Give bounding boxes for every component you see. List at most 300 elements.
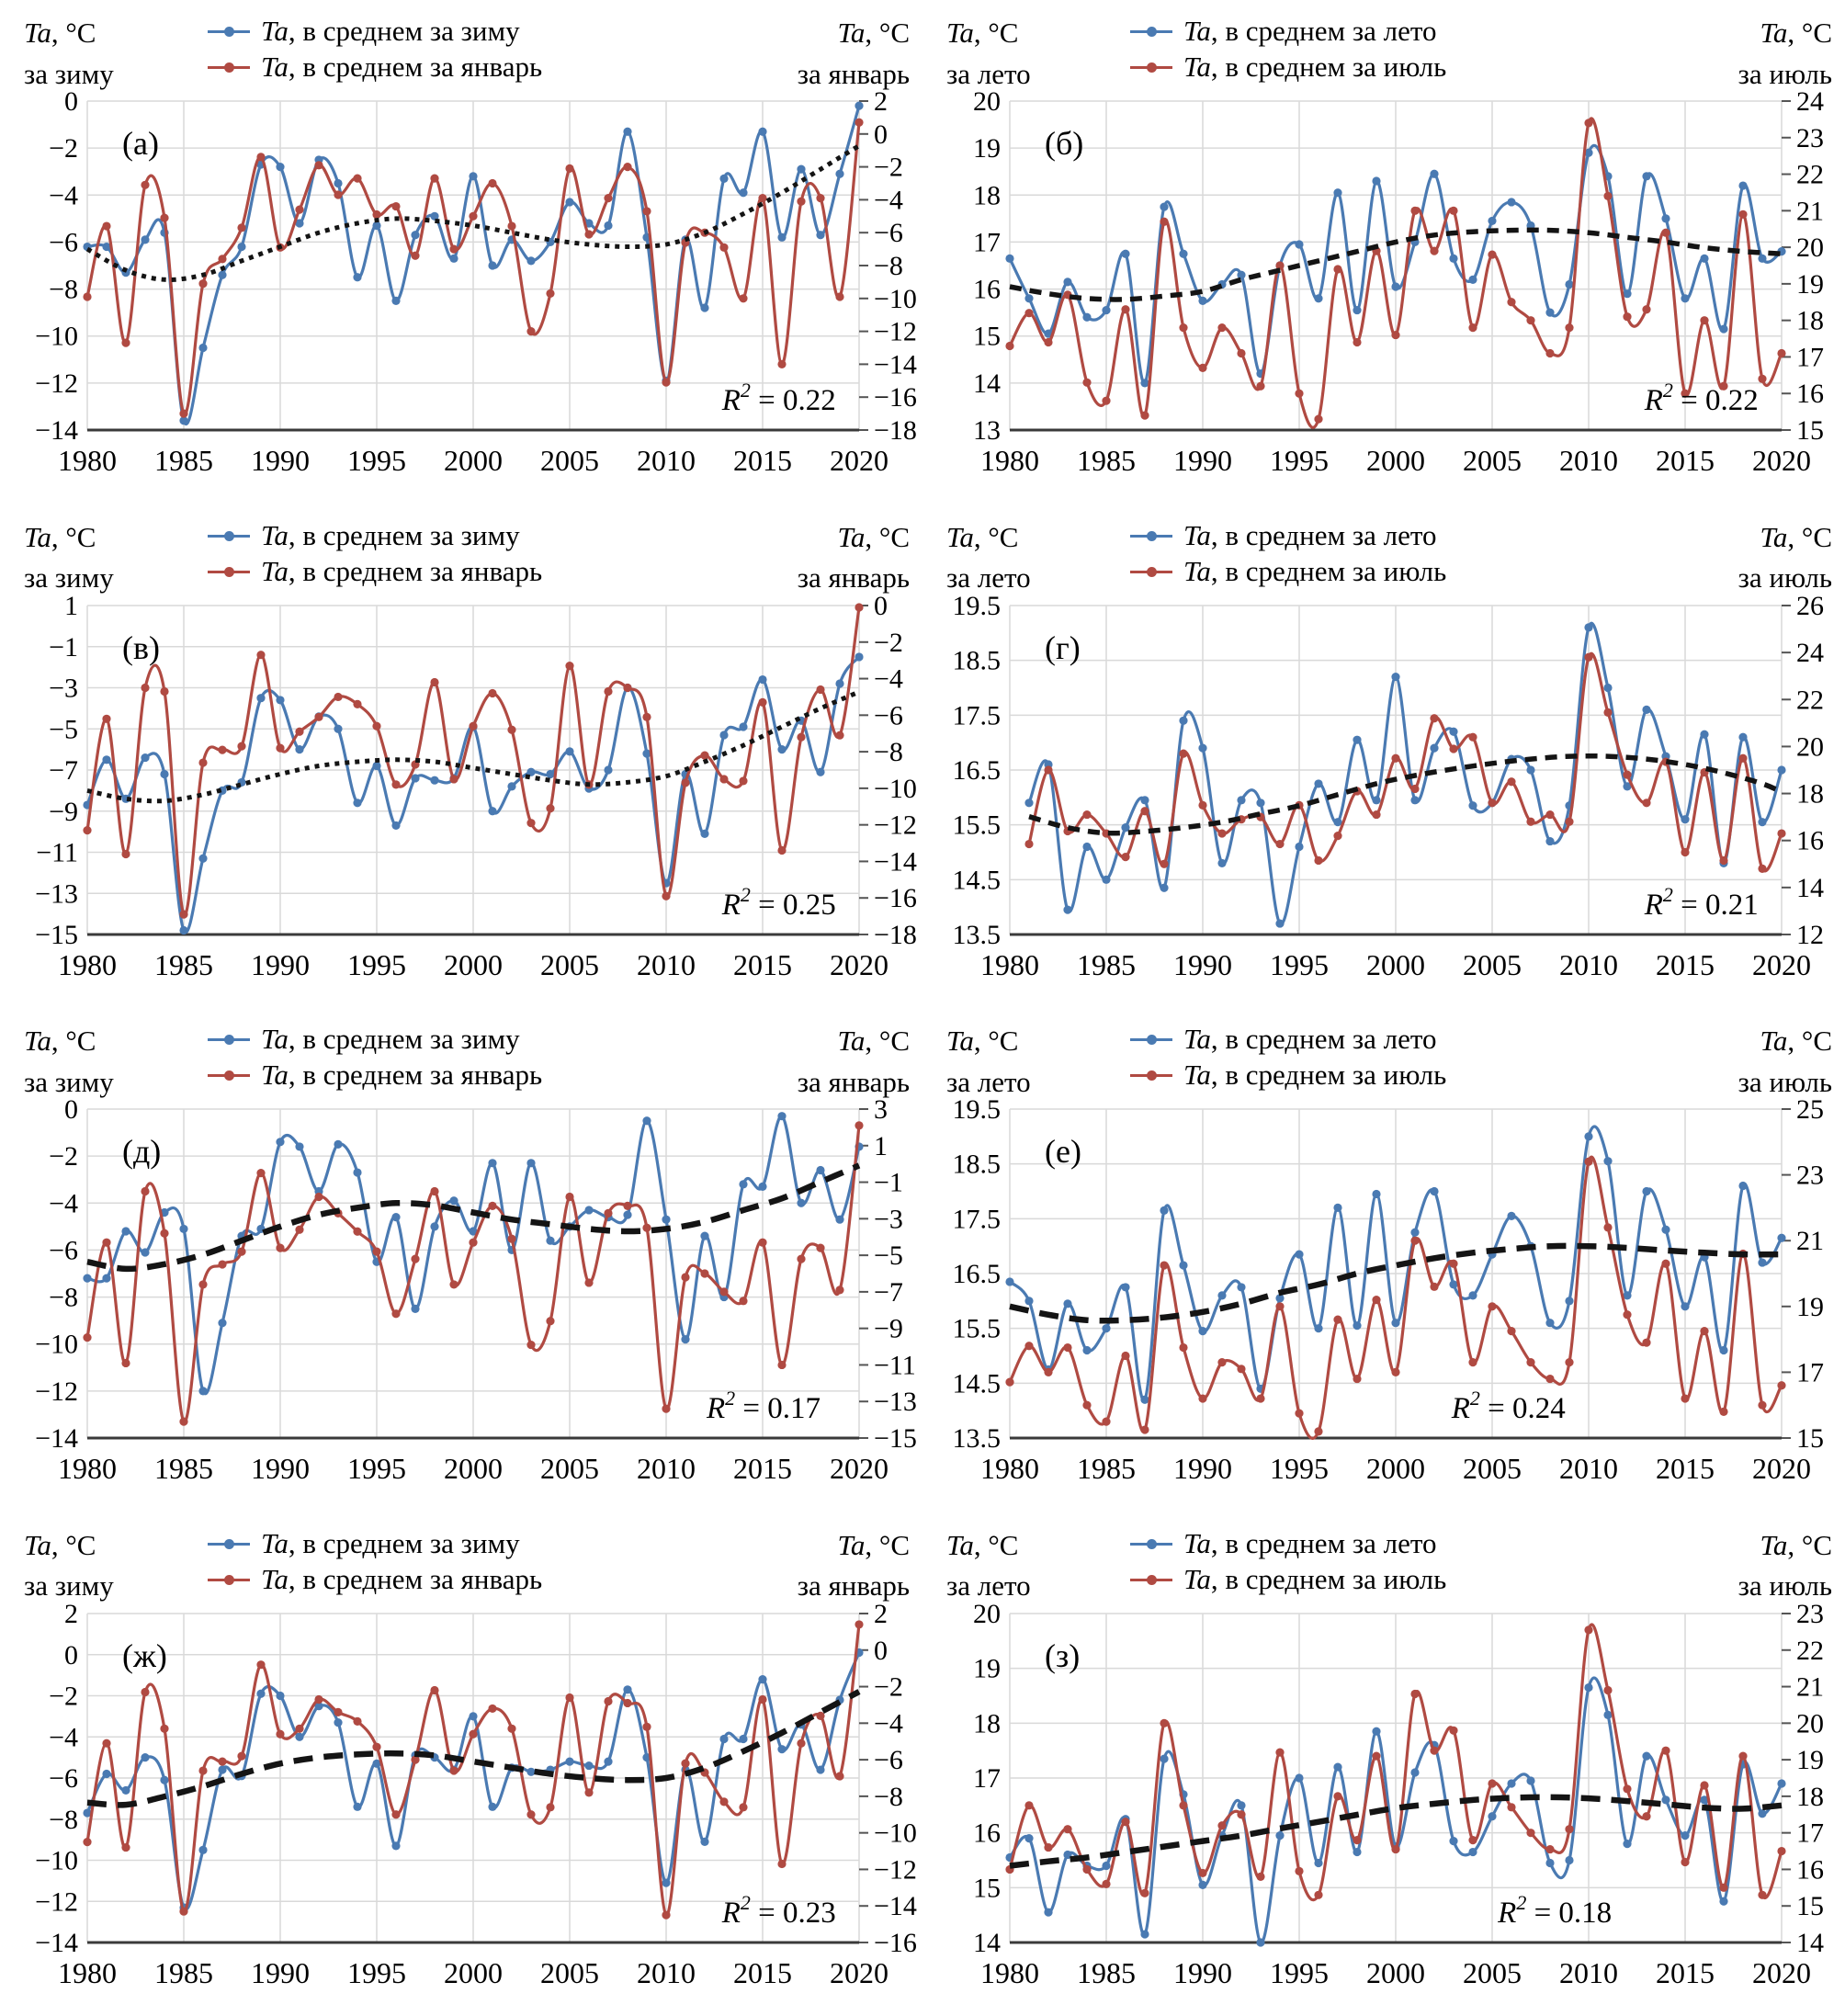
svg-text:−14: −14 [874, 1890, 917, 1921]
svg-text:1985: 1985 [1077, 947, 1136, 981]
svg-text:−2: −2 [874, 1671, 903, 1703]
svg-text:2015: 2015 [733, 1452, 792, 1485]
svg-text:−14: −14 [35, 1927, 78, 1958]
svg-text:22: 22 [1796, 684, 1824, 715]
svg-text:0: 0 [874, 595, 888, 621]
svg-text:−14: −14 [874, 845, 917, 877]
svg-text:2020: 2020 [1752, 947, 1811, 981]
panel-header [922, 0, 1845, 92]
svg-text:20: 20 [1796, 1707, 1824, 1739]
panel-letter: (д) [122, 1133, 162, 1170]
right-axis-ticks [859, 1109, 868, 1438]
right-axis-unit: , °C [865, 17, 910, 49]
plot-area [0, 1604, 922, 2012]
svg-text:2005: 2005 [540, 947, 599, 981]
left-axis-labels [35, 1604, 78, 1958]
svg-text:−4: −4 [874, 1707, 903, 1739]
svg-text:1980: 1980 [980, 1955, 1039, 1989]
legend-item-red-series [1130, 555, 1446, 588]
r-squared-label: $R^2 = 0.23$ [721, 1890, 836, 1930]
x-axis-labels [980, 444, 1811, 477]
red-line-marker-icon [208, 62, 250, 73]
svg-text:1995: 1995 [347, 1452, 406, 1485]
svg-text:1985: 1985 [154, 1452, 213, 1485]
svg-text:2000: 2000 [1366, 444, 1425, 477]
svg-text:21: 21 [1796, 1226, 1824, 1257]
right-axis-symbol: Ta [837, 17, 866, 49]
left-axis-subtitle: за лето [946, 1569, 1031, 1603]
svg-text:0: 0 [874, 1635, 888, 1666]
r-squared-label: $R^2 = 0.18$ [1498, 1890, 1613, 1930]
right-axis-labels [1796, 92, 1824, 446]
blue-line-marker-icon [1130, 26, 1172, 37]
svg-text:2000: 2000 [444, 1452, 503, 1485]
legend-red-symbol: Ta [1183, 554, 1211, 587]
legend-blue-label: , в среднем за лето [1210, 15, 1437, 47]
r-squared-label: $R^2 = 0.25$ [721, 882, 836, 922]
legend-item-blue-series [1130, 1023, 1446, 1056]
plot-area [922, 1100, 1845, 1508]
legend-red-label: , в среднем за июль [1210, 51, 1447, 83]
svg-text:2005: 2005 [1463, 444, 1522, 477]
svg-text:2000: 2000 [1366, 1452, 1425, 1485]
left-axis-subtitle: за лето [946, 57, 1031, 90]
left-axis-labels [953, 596, 1002, 950]
svg-text:2015: 2015 [1656, 444, 1715, 477]
svg-text:−1: −1 [49, 631, 78, 663]
left-axis-symbol: Ta [946, 1025, 974, 1057]
x-axis-labels [980, 1452, 1811, 1485]
panel-letter: (з) [1045, 1637, 1081, 1674]
legend-item-blue-series [1130, 1527, 1446, 1560]
chart-panel [922, 1512, 1845, 2016]
legend-item-blue-series [1130, 519, 1446, 552]
svg-text:2: 2 [64, 1603, 78, 1629]
right-axis-unit: , °C [865, 1025, 910, 1057]
right-axis-ticks [1782, 101, 1791, 430]
svg-text:−13: −13 [35, 878, 78, 909]
svg-text:−14: −14 [35, 1423, 78, 1454]
svg-text:1990: 1990 [251, 947, 310, 981]
svg-text:−13: −13 [874, 1387, 917, 1418]
x-axis-labels [58, 1956, 889, 1989]
right-axis-symbol: Ta [1760, 520, 1788, 553]
legend-item-blue-series [208, 1023, 542, 1056]
right-axis-labels [1796, 596, 1824, 950]
svg-text:1995: 1995 [347, 444, 406, 477]
svg-text:1990: 1990 [1173, 947, 1232, 981]
right-axis-unit: , °C [1787, 17, 1832, 49]
blue-line-marker-icon [208, 1034, 250, 1045]
plot-area [0, 1100, 922, 1508]
blue-line-marker-icon [208, 26, 250, 37]
r-squared-label: $R^2 = 0.17$ [706, 1387, 821, 1425]
red-line-marker-icon [1130, 566, 1172, 577]
svg-text:2005: 2005 [540, 444, 599, 477]
svg-text:−12: −12 [35, 1376, 78, 1407]
svg-text:1990: 1990 [1173, 1955, 1232, 1989]
x-axis-labels [980, 1956, 1811, 1989]
left-axis-unit: , °C [973, 1025, 1019, 1057]
svg-text:−8: −8 [874, 736, 903, 767]
svg-text:−10: −10 [35, 1329, 78, 1360]
svg-text:2015: 2015 [1656, 947, 1715, 981]
left-axis-symbol: Ta [24, 17, 51, 49]
right-axis-labels [874, 1100, 917, 1454]
svg-text:−6: −6 [874, 218, 903, 249]
svg-text:26: 26 [1796, 595, 1824, 621]
svg-text:−7: −7 [49, 754, 78, 786]
svg-text:15: 15 [1796, 1890, 1824, 1921]
svg-text:1995: 1995 [1270, 444, 1329, 477]
svg-text:1: 1 [874, 1130, 888, 1161]
svg-text:15: 15 [1796, 1423, 1824, 1454]
svg-text:−11: −11 [874, 1350, 916, 1381]
svg-text:19: 19 [1796, 1291, 1824, 1322]
svg-text:2015: 2015 [733, 1955, 792, 1989]
legend-item-red-series [208, 555, 542, 588]
legend-blue-label: , в среднем за зиму [288, 518, 520, 551]
right-axis-subtitle: за июль [1737, 561, 1832, 595]
right-axis-symbol: Ta [1760, 1528, 1788, 1561]
panel-letter: (б) [1045, 125, 1084, 162]
svg-text:1990: 1990 [251, 1452, 310, 1485]
red-line-marker-icon [208, 566, 250, 577]
svg-text:1980: 1980 [980, 1452, 1039, 1485]
svg-text:2020: 2020 [1752, 1452, 1811, 1485]
right-axis-subtitle: за январь [797, 1065, 910, 1098]
left-axis-symbol: Ta [946, 17, 974, 49]
x-axis-labels [58, 1452, 889, 1485]
svg-text:−2: −2 [49, 133, 78, 164]
left-axis-title [24, 1525, 208, 1608]
svg-text:19.5: 19.5 [952, 1100, 1001, 1125]
legend-red-label: , в среднем за июль [1210, 1059, 1447, 1091]
legend-item-blue-series [208, 1527, 542, 1560]
legend-item-blue-series [1130, 15, 1446, 48]
legend [208, 13, 542, 96]
right-axis-title [689, 13, 919, 96]
svg-text:2000: 2000 [444, 1955, 503, 1989]
svg-text:16: 16 [1796, 825, 1824, 856]
legend-blue-label: , в среднем за зиму [288, 15, 520, 47]
svg-text:−10: −10 [874, 283, 917, 314]
svg-text:2005: 2005 [540, 1955, 599, 1989]
blue-line-marker-icon [1130, 1034, 1172, 1045]
svg-text:−15: −15 [35, 919, 78, 950]
legend-item-red-series [208, 51, 542, 84]
svg-text:2010: 2010 [637, 444, 696, 477]
svg-text:1980: 1980 [58, 444, 117, 477]
blue-line-marker-icon [1130, 530, 1172, 541]
svg-text:2000: 2000 [1366, 947, 1425, 981]
left-axis-labels [973, 1604, 1001, 1958]
left-axis-unit: , °C [51, 17, 96, 49]
x-axis-labels [58, 444, 889, 477]
svg-text:−4: −4 [49, 1188, 78, 1219]
svg-text:2010: 2010 [637, 1955, 696, 1989]
svg-text:2015: 2015 [733, 444, 792, 477]
svg-text:2: 2 [874, 1603, 888, 1629]
svg-text:−14: −14 [35, 415, 78, 446]
right-axis-subtitle: за июль [1737, 57, 1832, 90]
right-axis-symbol: Ta [1760, 1025, 1788, 1057]
legend-red-label: , в среднем за июль [1210, 1562, 1447, 1595]
svg-text:−18: −18 [874, 415, 917, 446]
legend-red-label: , в среднем за январь [288, 51, 543, 83]
plot-area [0, 596, 922, 1004]
svg-text:−6: −6 [49, 1762, 78, 1794]
right-axis-subtitle: за июль [1737, 1569, 1832, 1603]
right-axis-ticks [859, 1614, 868, 1942]
chart-panel [0, 0, 922, 504]
svg-text:2010: 2010 [1559, 947, 1618, 981]
svg-text:24: 24 [1796, 92, 1824, 117]
svg-text:16: 16 [1796, 1853, 1824, 1885]
svg-text:12: 12 [1796, 919, 1824, 950]
svg-text:−16: −16 [874, 1927, 917, 1958]
legend-blue-symbol: Ta [261, 1526, 289, 1559]
svg-text:−4: −4 [49, 180, 78, 211]
panel-letter: (г) [1045, 629, 1081, 666]
right-axis-title [689, 1021, 919, 1104]
legend [1130, 13, 1446, 96]
red-line-marker-icon [1130, 1070, 1172, 1081]
left-axis-symbol: Ta [946, 1528, 974, 1561]
svg-text:18.5: 18.5 [952, 645, 1001, 676]
svg-text:1985: 1985 [154, 444, 213, 477]
left-axis-subtitle: за зиму [24, 57, 114, 90]
right-axis-ticks [859, 101, 868, 430]
svg-text:24: 24 [1796, 637, 1824, 668]
svg-text:2020: 2020 [1752, 1955, 1811, 1989]
svg-text:−8: −8 [874, 251, 903, 281]
chart-panel [0, 504, 922, 1009]
svg-text:16: 16 [1796, 379, 1824, 410]
svg-text:−6: −6 [49, 1235, 78, 1266]
left-axis-symbol: Ta [24, 1528, 51, 1561]
right-axis-subtitle: за январь [797, 561, 910, 595]
left-axis-title [946, 517, 1130, 600]
legend-item-blue-series [208, 519, 542, 552]
right-axis-labels [874, 1604, 917, 1958]
svg-text:17: 17 [1796, 342, 1824, 373]
left-axis-title [24, 1021, 208, 1104]
legend-blue-label: , в среднем за лето [1210, 518, 1437, 551]
svg-text:−10: −10 [874, 773, 917, 804]
svg-text:−10: −10 [35, 1845, 78, 1875]
svg-text:1990: 1990 [251, 444, 310, 477]
legend [208, 517, 542, 600]
legend-red-symbol: Ta [261, 554, 289, 587]
left-axis-subtitle: за зиму [24, 1065, 114, 1098]
svg-text:20: 20 [973, 1603, 1001, 1629]
svg-text:18: 18 [1796, 1781, 1824, 1812]
panel-letter: (е) [1045, 1133, 1081, 1170]
legend [208, 1021, 542, 1104]
svg-text:23: 23 [1796, 1603, 1824, 1629]
left-axis-unit: , °C [51, 1528, 96, 1561]
svg-text:−9: −9 [49, 796, 78, 827]
svg-text:−12: −12 [874, 316, 917, 347]
svg-text:18: 18 [1796, 778, 1824, 810]
svg-text:−2: −2 [874, 627, 903, 658]
svg-text:−18: −18 [874, 919, 917, 950]
panel-header [0, 1008, 922, 1100]
blue-line-marker-icon [208, 530, 250, 541]
legend-blue-symbol: Ta [261, 1023, 289, 1055]
legend [1130, 517, 1446, 600]
panel-header [922, 1008, 1845, 1100]
svg-text:1990: 1990 [1173, 1452, 1232, 1485]
svg-text:2000: 2000 [444, 444, 503, 477]
right-axis-unit: , °C [1787, 520, 1832, 553]
svg-text:21: 21 [1796, 1671, 1824, 1703]
legend-item-red-series [1130, 1059, 1446, 1092]
svg-text:0: 0 [874, 119, 888, 150]
svg-text:14.5: 14.5 [952, 1368, 1001, 1399]
svg-text:−2: −2 [874, 152, 903, 183]
svg-text:17: 17 [973, 1762, 1001, 1794]
svg-text:−3: −3 [874, 1204, 903, 1235]
svg-text:1995: 1995 [347, 947, 406, 981]
panel-header [0, 1512, 922, 1604]
svg-text:22: 22 [1796, 1635, 1824, 1666]
svg-text:2015: 2015 [1656, 1452, 1715, 1485]
legend-item-red-series [1130, 51, 1446, 84]
svg-text:2010: 2010 [637, 1452, 696, 1485]
legend-red-label: , в среднем за июль [1210, 554, 1447, 587]
svg-text:15: 15 [973, 1872, 1001, 1903]
svg-text:2005: 2005 [1463, 947, 1522, 981]
legend-red-symbol: Ta [261, 1059, 289, 1091]
legend-blue-symbol: Ta [1183, 518, 1211, 551]
legend-blue-symbol: Ta [1183, 1526, 1211, 1559]
legend-red-label: , в среднем за январь [288, 1059, 543, 1091]
svg-text:−2: −2 [49, 1141, 78, 1172]
svg-text:23: 23 [1796, 1160, 1824, 1191]
right-axis-symbol: Ta [837, 1025, 866, 1057]
svg-text:1995: 1995 [347, 1955, 406, 1989]
svg-text:25: 25 [1796, 1100, 1824, 1125]
svg-text:−4: −4 [874, 185, 903, 216]
left-axis-labels [973, 92, 1001, 446]
svg-text:1980: 1980 [980, 947, 1039, 981]
panel-letter: (в) [122, 629, 160, 666]
svg-text:19: 19 [973, 133, 1001, 164]
svg-text:13.5: 13.5 [952, 919, 1001, 950]
blue-line-marker-icon [208, 1538, 250, 1549]
red-line-marker-icon [208, 1070, 250, 1081]
legend-item-red-series [1130, 1563, 1446, 1596]
right-axis-labels [874, 596, 917, 950]
svg-text:2010: 2010 [1559, 1452, 1618, 1485]
panel-header [922, 1512, 1845, 1604]
svg-text:−8: −8 [49, 1282, 78, 1313]
x-axis-labels [58, 948, 889, 981]
svg-text:1980: 1980 [58, 947, 117, 981]
legend-blue-label: , в среднем за лето [1210, 1023, 1437, 1055]
plot-area [922, 1604, 1845, 2012]
chart-panel [922, 0, 1845, 504]
panel-header [0, 0, 922, 92]
legend-item-red-series [208, 1563, 542, 1596]
svg-text:19: 19 [1796, 268, 1824, 300]
legend-item-red-series [208, 1059, 542, 1092]
svg-text:−10: −10 [874, 1818, 917, 1849]
right-axis-title [689, 1525, 919, 1608]
legend-item-blue-series [208, 15, 542, 48]
right-axis-unit: , °C [1787, 1025, 1832, 1057]
left-axis-labels [35, 596, 78, 950]
svg-text:1985: 1985 [1077, 444, 1136, 477]
r-squared-label: $R^2 = 0.22$ [1644, 379, 1759, 417]
plot-area [922, 596, 1845, 1004]
svg-text:2010: 2010 [1559, 1955, 1618, 1989]
left-axis-unit: , °C [973, 520, 1019, 553]
red-line-marker-icon [1130, 62, 1172, 73]
panel-letter: (ж) [122, 1637, 167, 1674]
svg-text:1985: 1985 [154, 947, 213, 981]
left-axis-subtitle: за лето [946, 1065, 1031, 1098]
svg-text:−2: −2 [49, 1681, 78, 1711]
svg-text:16.5: 16.5 [952, 754, 1001, 786]
svg-text:−14: −14 [874, 349, 917, 380]
right-axis-title [1612, 13, 1841, 96]
gridlines [1010, 1614, 1782, 1942]
legend-red-symbol: Ta [1183, 51, 1211, 83]
left-axis-title [946, 1021, 1130, 1104]
svg-text:−12: −12 [874, 810, 917, 841]
chart-panel [0, 1008, 922, 1512]
svg-text:−16: −16 [874, 882, 917, 913]
svg-text:2020: 2020 [830, 444, 889, 477]
svg-text:19: 19 [1796, 1744, 1824, 1775]
legend-blue-label: , в среднем за зиму [288, 1526, 520, 1559]
svg-text:−9: −9 [874, 1313, 903, 1344]
svg-text:18: 18 [1796, 305, 1824, 336]
svg-text:0: 0 [64, 92, 78, 117]
svg-text:1990: 1990 [1173, 444, 1232, 477]
svg-text:18.5: 18.5 [952, 1149, 1001, 1180]
svg-text:16: 16 [973, 274, 1001, 305]
legend-blue-label: , в среднем за зиму [288, 1023, 520, 1055]
svg-text:2020: 2020 [830, 947, 889, 981]
svg-text:−6: −6 [874, 699, 903, 731]
svg-text:−4: −4 [874, 663, 903, 695]
left-axis-title [946, 1525, 1130, 1608]
svg-text:14.5: 14.5 [952, 864, 1001, 895]
right-axis-unit: , °C [865, 1528, 910, 1561]
right-axis-subtitle: за январь [797, 57, 910, 90]
right-axis-labels [874, 92, 917, 446]
svg-text:14: 14 [1796, 872, 1824, 903]
svg-text:14: 14 [973, 368, 1001, 399]
svg-text:−4: −4 [49, 1721, 78, 1752]
r-squared-label: $R^2 = 0.24$ [1451, 1387, 1566, 1425]
right-axis-unit: , °C [1787, 1528, 1832, 1561]
svg-text:−8: −8 [49, 1804, 78, 1835]
legend-blue-label: , в среднем за лето [1210, 1526, 1437, 1559]
svg-text:15: 15 [1796, 415, 1824, 446]
svg-text:13.5: 13.5 [952, 1423, 1001, 1454]
svg-text:2010: 2010 [1559, 444, 1618, 477]
svg-text:2000: 2000 [444, 947, 503, 981]
svg-text:18: 18 [973, 1707, 1001, 1739]
right-axis-labels [1796, 1604, 1824, 1958]
svg-text:15.5: 15.5 [952, 1313, 1001, 1344]
svg-text:22: 22 [1796, 159, 1824, 190]
